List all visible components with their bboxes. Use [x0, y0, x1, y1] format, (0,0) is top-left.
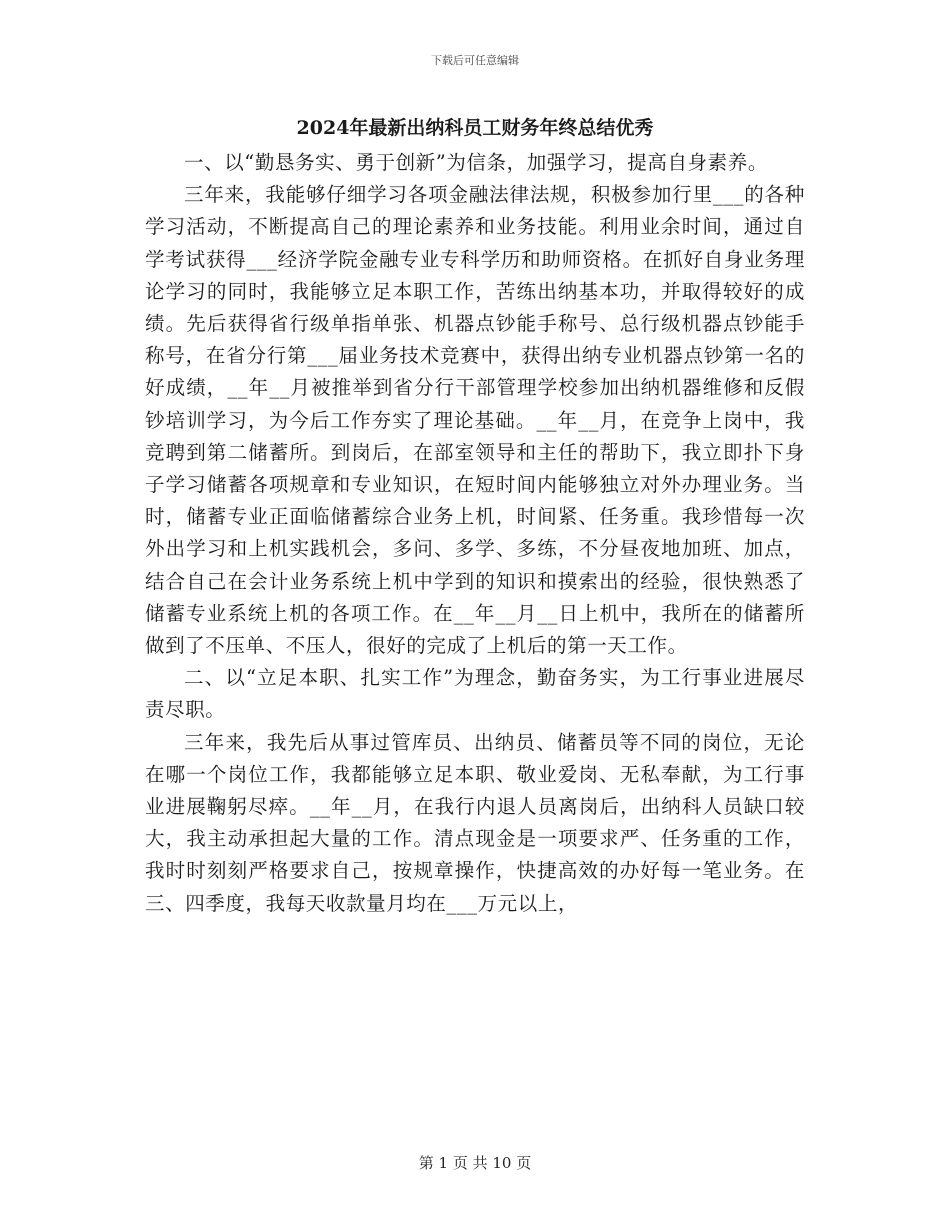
paragraph-section-two-body: 三年来，我先后从事过管库员、出纳员、储蓄员等不同的岗位，无论在哪一个岗位工作，我都能够立足本职、敬业爱岗、无私奉献，为工行事业进展鞠躬尽瘁。__年__月，在我行内退人员离岗后，出纳科人员缺口较大，我主动承担起大量的工作。清点现金是一项要求严、任务重的工作，我时时刻刻严格要求自己，按规章操作，快捷高效的办好每一笔业务。在三、四季度，我每天收款量月均在___万元以上，: [145, 730, 805, 915]
page-number-footer: 第 1 页 共 10 页: [418, 1154, 532, 1172]
paragraph-section-two-heading: 二、以“立足本职、扎实工作”为理念，勤奋务实，为工行事业进展尽责尽职。: [145, 666, 805, 722]
document-body: [145, 147, 805, 920]
document-title: 2024年最新出纳科员工财务年终总结优秀: [296, 117, 654, 139]
paragraph-section-one-body: 三年来，我能够仔细学习各项金融法律法规，积极参加行里___的各种学习活动，不断提高自己的理论素养和业务技能。利用业余时间，通过自学考试获得___经济学院金融专业专科学历和助师资格。在抓好自身业务理论学习的同时，我能够立足本职工作，苦练出纳基本功，并取得较好的成绩。先后获得省行级单指单张、机器点钞能手称号、总行级机器点钞能手称号，在省分行第___届业务技术竞赛中，获得出纳专业机器点钞第一名的好成绩，__年__月被推举到省分行干部管理学校参加出纳机器维修和反假钞培训学习，为今后工作夯实了理论基础。__年__月，在竞争上岗中，我竞聘到第二储蓄所。到岗后，在部室领导和主任的帮助下，我立即扑下身子学习储蓄各项规章和专业知识，在短时间内能够独立对外办理业务。当时，储蓄专业正面临储蓄综合业务上机，时间紧、任务重。我珍惜每一次外出学习和上机实践机会，多问、多学、多练，不分昼夜地加班、加点，结合自己在会计业务系统上机中学到的知识和摸索出的经验，很快熟悉了储蓄专业系统上机的各项工作。在__年__月__日上机中，我所在的储蓄所做到了不压单、不压人，很好的完成了上机后的第一天工作。: [145, 183, 805, 658]
page-header-note: 下载后可任意编辑: [431, 54, 519, 67]
paragraph-section-one-heading: 一、以“勤恳务实、勇于创新”为信条，加强学习，提高自身素养。: [184, 151, 768, 174]
